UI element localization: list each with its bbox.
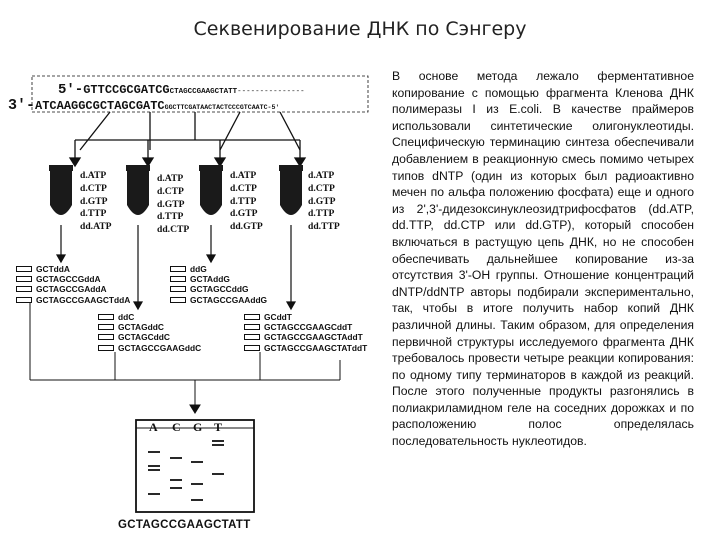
lane-label-a: A [149, 420, 158, 434]
fragment: GCddT [244, 312, 367, 322]
tube-g-reagents: d.ATP d.CTP d.TTP d.GTP dd.GTP [230, 170, 263, 233]
fragment: GCTAGCCGAAGCddT [244, 322, 367, 332]
fragment: GCTAGCCddG [170, 284, 267, 294]
fragment: GCTAGCCGAAGCTAddT [244, 332, 367, 342]
fragment: GCTAGCCGAAGddC [98, 343, 201, 353]
tube-a-reagents: d.ATP d.CTP d.GTP d.TTP dd.ATP [80, 170, 112, 233]
lane-label-g: G [193, 420, 203, 434]
lane-label-c: C [172, 420, 181, 434]
test-tube-c [126, 165, 150, 215]
test-tube-t [279, 165, 303, 215]
fragment: GCTAddG [170, 274, 267, 284]
fragment: GCTAGCCGddA [16, 274, 130, 284]
lane-label-t: T [214, 420, 223, 434]
fragments-dda [16, 264, 130, 305]
tube-t-reagents: d.ATP d.CTP d.GTP d.TTP dd.TTP [308, 170, 340, 233]
fragment: ddC [98, 312, 201, 322]
test-tube-a [49, 165, 73, 215]
fragment: GCTAGCCGAAddG [170, 295, 267, 305]
slide-title: Секвенирование ДНК по Сэнгеру [193, 18, 527, 40]
template-strand-bottom: 3'-ATCAAGGCGCTAGCGATCGGCTTCGATAACTACTCCCGTCAATC-5' [8, 97, 280, 114]
distribution-arrows [70, 112, 305, 166]
fragments-ddg [170, 264, 267, 305]
fragments-ddc [98, 312, 201, 353]
fragment: GCTAGCCGAAGCTATddT [244, 343, 367, 353]
description-text: В основе метода лежало ферментативное копирование с помощью фрагмента Кленова ДНК полимеразы I из E.coli. В качестве праймеров использовали синтетические олигонуклеотиды. Специфическую терминацию синтеза обеспечивали добавлением в реакционную смесь помимо четырех типов dNTP (один из которых был радиоактивно мечен по альфа положению фосфата) еще и одного из 2',3'-дидезоксинуклеозидтрифосфатов (dd.ATP, dd.TTP, dd.CTP или dd.GTP), который способен включаться в растущую цепь ДНК, но не способен обеспечивать дальнейшее копирование из-за отсутствия 3'-OH группы. Отношение концентраций dNTP/ddNTP авторы подбирали экспериментально, так, чтобы в итоге получить набор копий ДНК различной длины. Таким образом, для определения первичной структуры исследуемого фрагмента ДНК требовалось провести четыре реакции копирования: по одному типу терминаторов в каждой из реакций. После этого полученные продукты разгонялись в полиакриламидном геле на соседних дорожках и по расположению полос определялась последовательность нуклеотидов. [392, 69, 694, 449]
fragment: GCTAGddC [98, 322, 201, 332]
fragment: GCTAGCCGAddA [16, 284, 130, 294]
fragments-ddt [244, 312, 367, 353]
fragment: GCTddA [16, 264, 130, 274]
fragment: GCTAGCddC [98, 332, 201, 342]
fragment: ddG [170, 264, 267, 274]
tube-c-reagents: d.ATP d.CTP d.GTP d.TTP dd.CTP [157, 173, 190, 236]
test-tube-g [199, 165, 223, 215]
template-strand-top: 5'-GTTCCGCGATCGCTAGCCGAAGCTATT--------------- [58, 82, 305, 98]
read-sequence: GCTAGCCGAAGCTATT [118, 519, 251, 531]
fragment: GCTAGCCGAAGCTddA [16, 295, 130, 305]
